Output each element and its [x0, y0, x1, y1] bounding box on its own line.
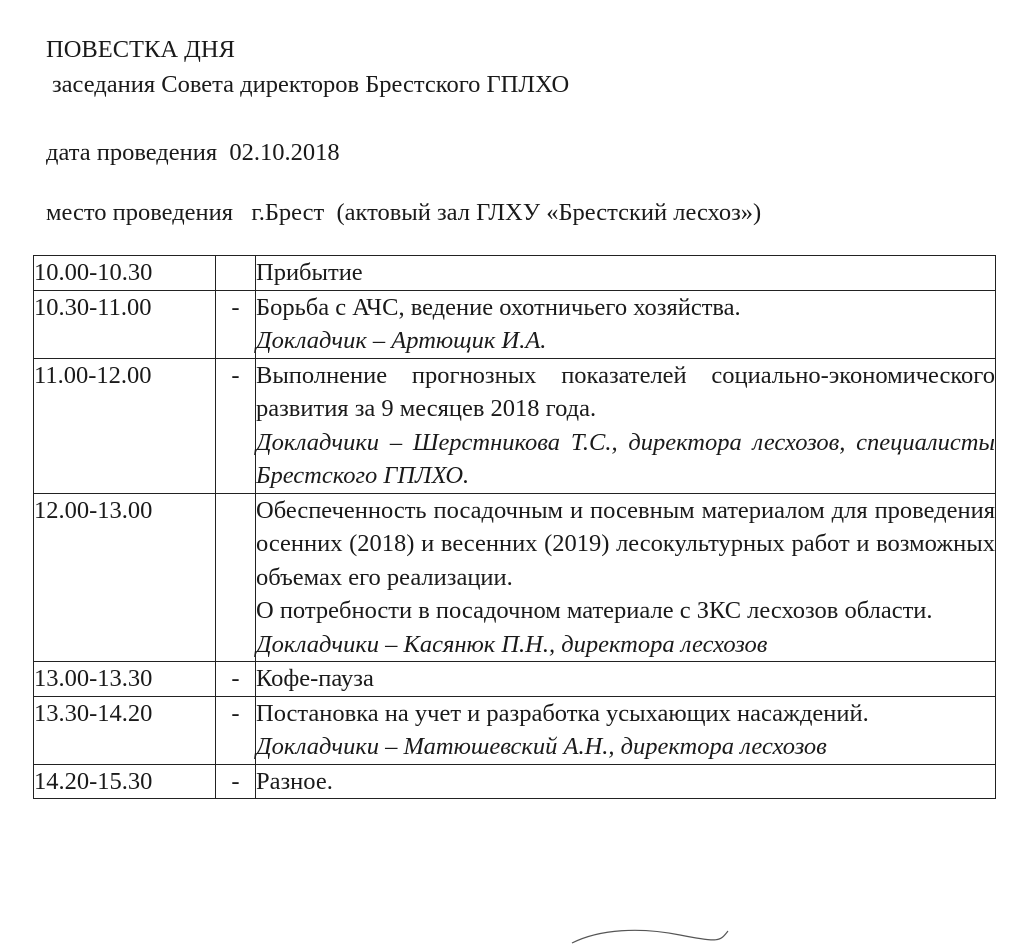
agenda-speaker: Докладчики – Касянюк П.Н., директора лесхозов	[256, 630, 768, 658]
agenda-time: 11.00-12.00	[34, 358, 216, 493]
agenda-item-text: О потребности в посадочном материале с ЗКС лесхозов области.	[256, 597, 933, 624]
agenda-speaker: Докладчики – Шерстникова Т.С., директора лесхозов, специалисты Брестского ГПЛХО.	[256, 428, 995, 489]
agenda-row	[34, 493, 996, 662]
agenda-item-text: Борьба с АЧС, ведение охотничьего хозяйства.	[256, 293, 741, 321]
agenda-time: 10.30-11.00	[34, 290, 216, 358]
agenda-table	[33, 255, 996, 799]
agenda-time: 14.20-15.30	[34, 764, 216, 799]
agenda-time: 10.00-10.30	[34, 256, 216, 291]
agenda-time: 13.00-13.30	[34, 662, 216, 697]
agenda-dash: -	[216, 290, 256, 358]
meeting-place: место проведения г.Брест (актовый зал ГЛХУ «Брестский лесхоз»)	[46, 199, 762, 226]
agenda-item-text: Разное.	[256, 767, 333, 795]
agenda-row	[34, 662, 996, 697]
agenda-speaker: Докладчики – Матюшевский А.Н., директора лесхозов	[256, 733, 827, 760]
agenda-dash: -	[216, 662, 256, 697]
agenda-item	[256, 493, 996, 662]
agenda-dash	[216, 256, 256, 291]
agenda-item	[256, 358, 996, 493]
document-subtitle: заседания Совета директоров Брестского ГПЛХО	[52, 71, 570, 98]
agenda-item	[256, 764, 996, 799]
agenda-item-text: Прибытие	[256, 259, 363, 286]
agenda-item	[256, 256, 996, 291]
agenda-row	[34, 256, 996, 291]
agenda-speaker: Докладчик – Артющик И.А.	[256, 327, 547, 354]
agenda-dash	[216, 493, 256, 662]
agenda-item	[256, 662, 996, 697]
agenda-item-text: Обеспеченность посадочным и посевным материалом для проведения осенних (2018) и весенних (2019) лесокультурных работ и возможных объемах его реализации.	[256, 496, 995, 591]
agenda-row	[34, 358, 996, 493]
agenda-item	[256, 696, 996, 764]
agenda-item-text: Кофе-пауза	[256, 665, 374, 692]
document-title: ПОВЕСТКА ДНЯ	[46, 36, 235, 63]
agenda-time: 13.30-14.20	[34, 696, 216, 764]
agenda-row	[34, 696, 996, 764]
agenda-row	[34, 764, 996, 799]
agenda-dash: -	[216, 358, 256, 493]
agenda-body	[34, 256, 996, 799]
agenda-time: 12.00-13.00	[34, 493, 216, 662]
agenda-item-text: Постановка на учет и разработка усыхающих насаждений.	[256, 699, 869, 727]
agenda-dash: -	[216, 696, 256, 764]
agenda-row	[34, 290, 996, 358]
meeting-date: дата проведения 02.10.2018	[46, 139, 340, 166]
signature-mark	[570, 925, 730, 945]
agenda-item-text: Выполнение прогнозных показателей социально-экономического развития за 9 месяцев 2018 года.	[256, 361, 995, 422]
agenda-dash: -	[216, 764, 256, 799]
agenda-item	[256, 290, 996, 358]
